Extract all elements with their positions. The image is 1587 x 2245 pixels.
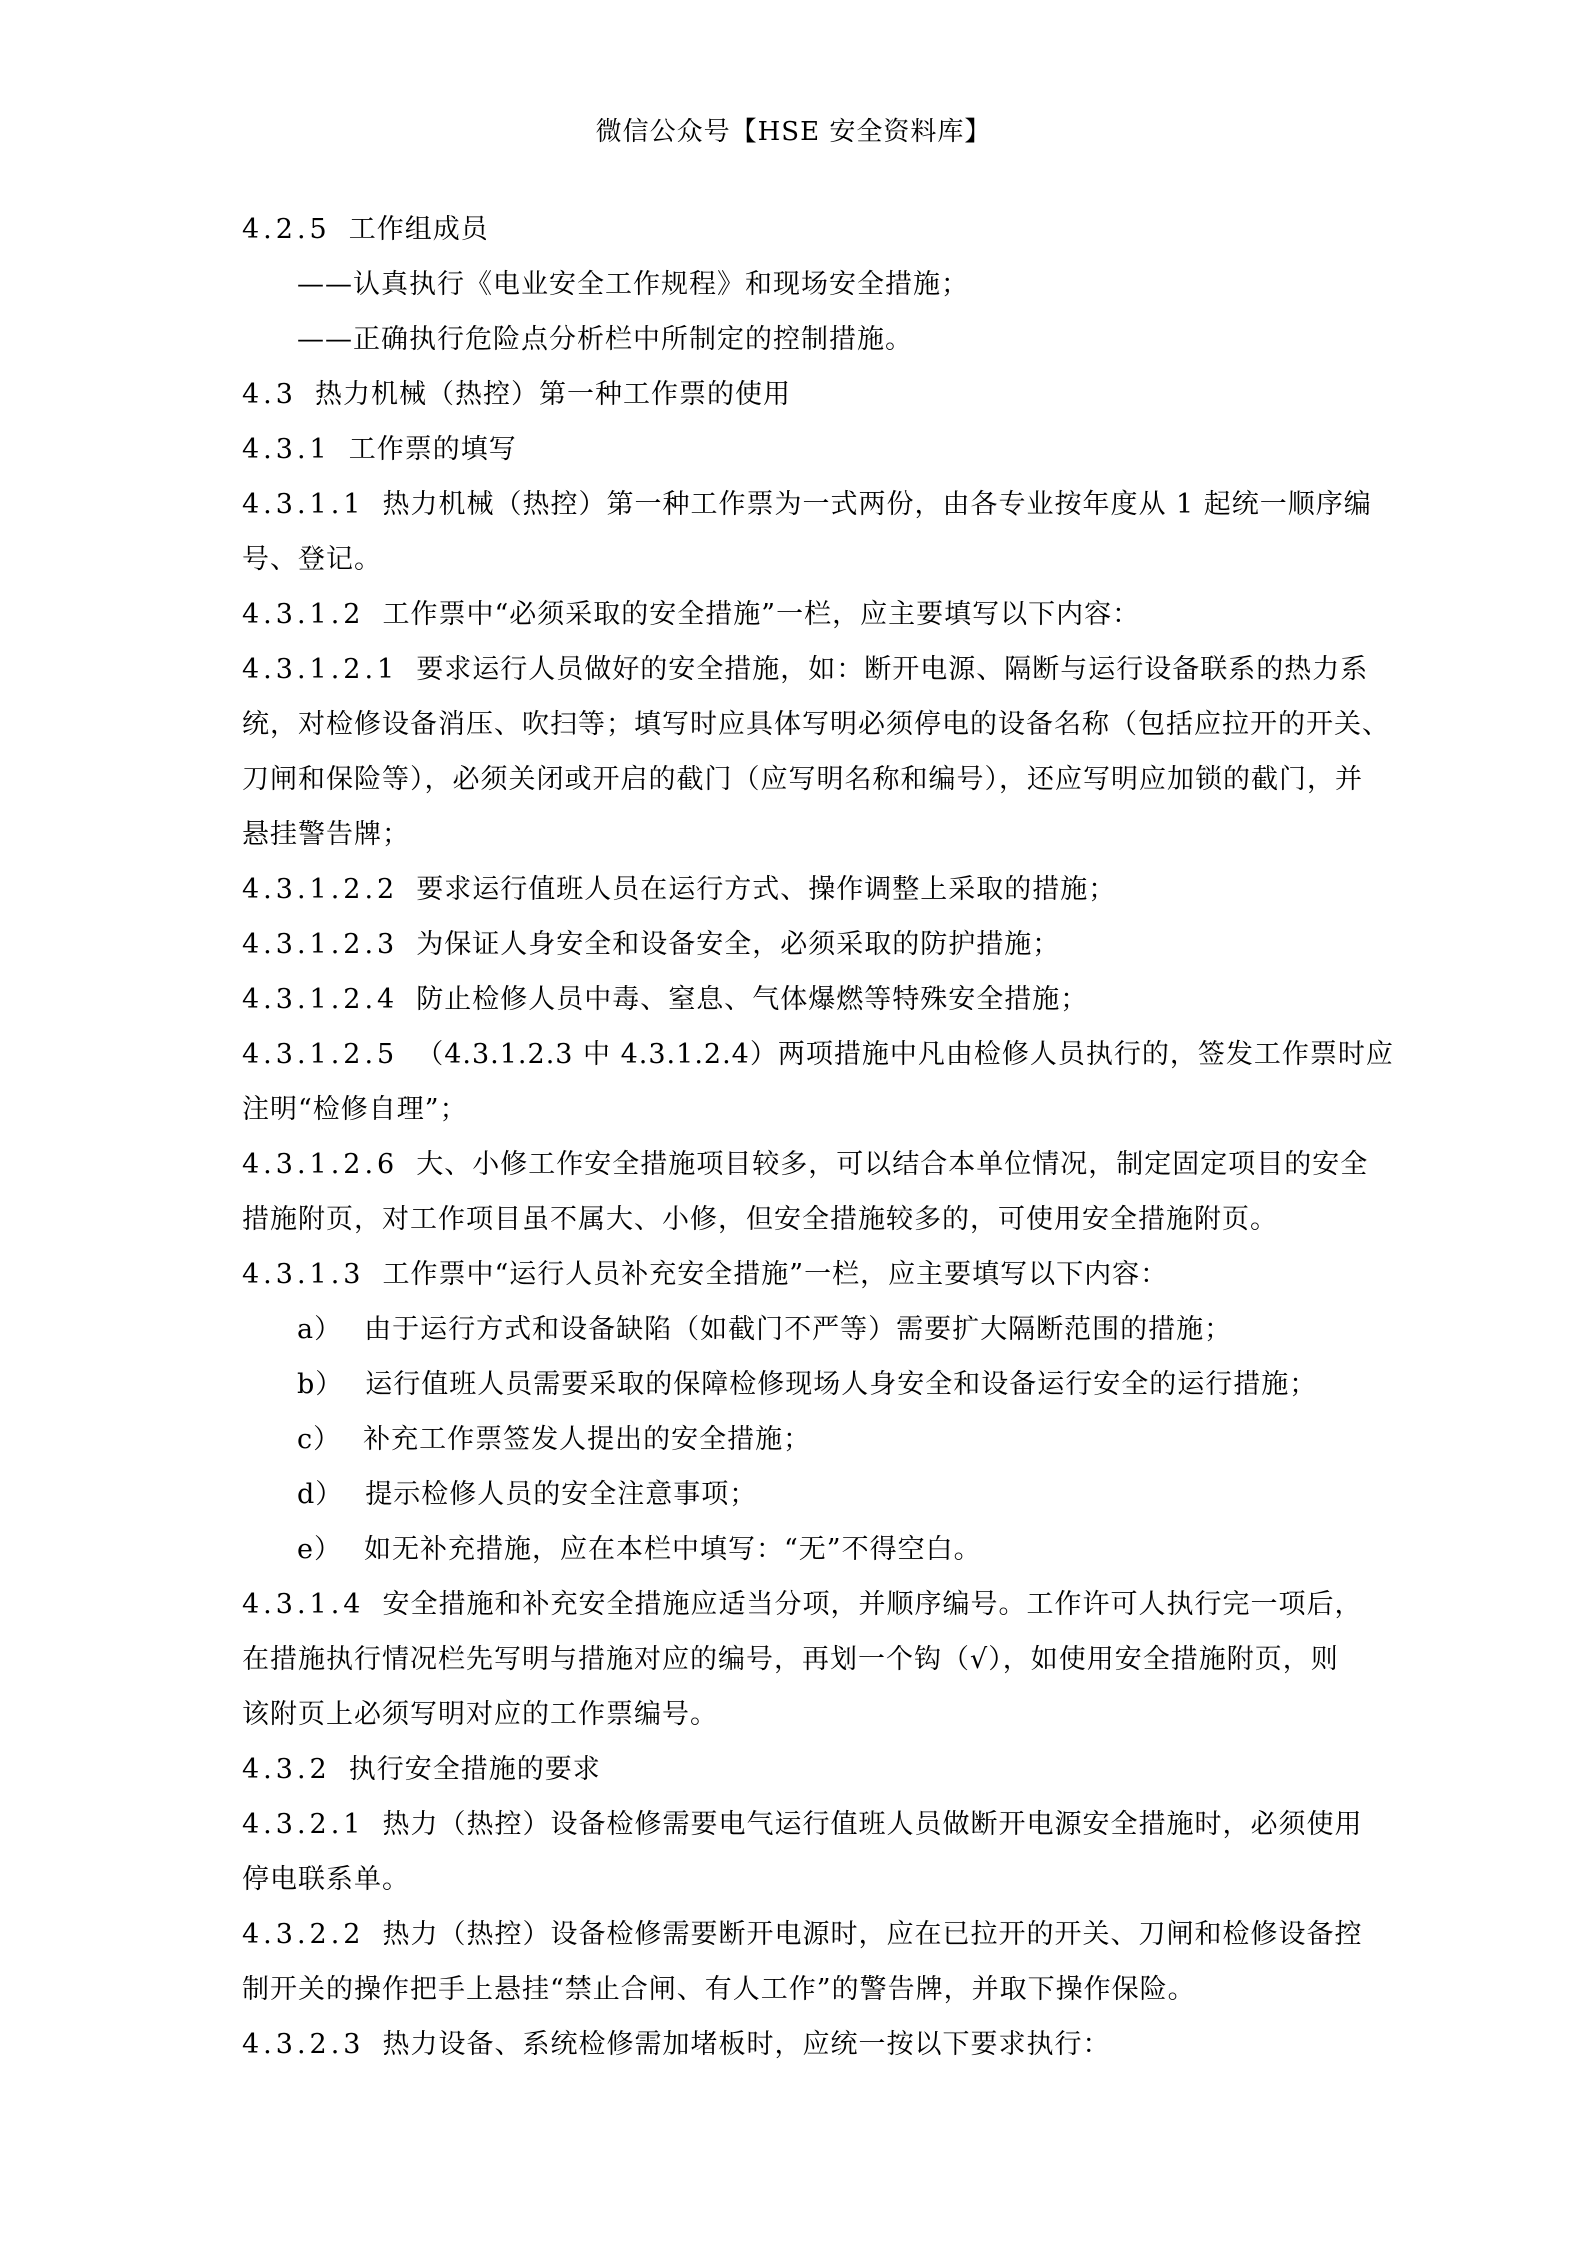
line-text: 热力机械（热控）第一种工作票为一式两份，由各专业按年度从 1 起统一顺序编 <box>382 489 1372 520</box>
line-text: 防止检修人员中毒、窒息、气体爆燃等特殊安全措施； <box>416 984 1089 1015</box>
section-number: 4.3.1.2.4 <box>242 984 399 1015</box>
line-text: 大、小修工作安全措施项目较多，可以结合本单位情况，制定固定项目的安全 <box>416 1149 1369 1180</box>
line-text: 号、登记。 <box>242 544 382 575</box>
text-line <box>242 642 1369 697</box>
text-line <box>242 1632 1362 1687</box>
text-line <box>242 477 1372 532</box>
text-line <box>242 367 1362 422</box>
section-number: 4.3.2 <box>242 1754 331 1785</box>
text-line <box>242 1137 1369 1192</box>
list-marker: e） <box>297 1534 342 1565</box>
line-text: 该附页上必须写明对应的工作票编号。 <box>242 1699 718 1730</box>
line-text: 工作票中“运行人员补充安全措施”一栏，应主要填写以下内容： <box>382 1259 1169 1290</box>
page-header: 微信公众号【HSE 安全资料库】 <box>595 117 992 147</box>
text-line <box>242 1962 1362 2017</box>
section-number: 4.3.1.2.3 <box>242 929 399 960</box>
text-line <box>242 587 1362 642</box>
text-line <box>242 2017 1362 2072</box>
list-item <box>242 1522 1362 1577</box>
text-line <box>242 1687 1362 1742</box>
line-text: （4.3.1.2.3 中 4.3.1.2.4）两项措施中凡由检修人员执行的，签发工作票时应 <box>416 1039 1394 1070</box>
line-text: 工作票中“必须采取的安全措施”一栏，应主要填写以下内容： <box>382 599 1141 630</box>
text-line <box>242 532 1362 587</box>
line-text: 如无补充措施，应在本栏中填写：“无”不得空白。 <box>363 1534 982 1565</box>
text-line <box>242 202 1362 257</box>
line-text: 要求运行人员做好的安全措施，如：断开电源、隔断与运行设备联系的热力系 <box>416 654 1369 685</box>
section-number: 4.3.1.2.5 <box>242 1039 399 1070</box>
text-line <box>242 257 1362 312</box>
document-body <box>242 202 1394 2072</box>
section-number: 4.3.1.2.6 <box>242 1149 399 1180</box>
text-line <box>242 1742 1362 1797</box>
text-line <box>242 752 1362 807</box>
line-text: 停电联系单。 <box>242 1864 410 1895</box>
section-number: 4.3.1.2.2 <box>242 874 399 905</box>
line-text: 制开关的操作把手上悬挂“禁止合闸、有人工作”的警告牌，并取下操作保险。 <box>242 1974 1196 2005</box>
line-text: 热力设备、系统检修需加堵板时，应统一按以下要求执行： <box>382 2029 1111 2060</box>
section-number: 4.3.2.3 <box>242 2029 365 2060</box>
line-text: 热力（热控）设备检修需要电气运行值班人员做断开电源安全措施时，必须使用 <box>382 1809 1363 1840</box>
section-number: 4.3.1.1 <box>242 489 365 520</box>
line-text: 在措施执行情况栏先写明与措施对应的编号，再划一个钩（√），如使用安全措施附页，则 <box>242 1644 1339 1675</box>
line-text: 运行值班人员需要采取的保障检修现场人身安全和设备运行安全的运行措施； <box>365 1369 1318 1400</box>
section-number: 4.3.1.3 <box>242 1259 365 1290</box>
text-line <box>242 697 1390 752</box>
line-text: 补充工作票签发人提出的安全措施； <box>363 1424 812 1455</box>
text-line <box>242 312 1362 367</box>
section-number: 4.3.1.2 <box>242 599 365 630</box>
line-text: 统，对检修设备消压、吹扫等；填写时应具体写明必须停电的设备名称（包括应拉开的开关、 <box>242 709 1390 740</box>
list-item <box>242 1467 1362 1522</box>
line-text: 要求运行值班人员在运行方式、操作调整上采取的措施； <box>416 874 1117 905</box>
text-line <box>242 1192 1362 1247</box>
line-text: 安全措施和补充安全措施应适当分项，并顺序编号。工作许可人执行完一项后， <box>382 1589 1363 1620</box>
line-text: 工作组成员 <box>348 214 489 245</box>
line-text: 热力（热控）设备检修需要断开电源时，应在已拉开的开关、刀闸和检修设备控 <box>382 1919 1363 1950</box>
list-item <box>242 1302 1362 1357</box>
line-text: 为保证人身安全和设备安全，必须采取的防护措施； <box>416 929 1061 960</box>
line-text: 由于运行方式和设备缺陷（如截门不严等）需要扩大隔断范围的措施； <box>364 1314 1233 1345</box>
line-text: ——正确执行危险点分析栏中所制定的控制措施。 <box>297 324 913 355</box>
text-line <box>242 422 1362 477</box>
list-item <box>242 1412 1362 1467</box>
line-text: ——认真执行《电业安全工作规程》和现场安全措施； <box>297 269 969 300</box>
section-number: 4.2.5 <box>242 214 331 245</box>
list-marker: d） <box>297 1479 344 1510</box>
line-text: 刀闸和保险等），必须关闭或开启的截门（应写明名称和编号），还应写明应加锁的截门，并 <box>242 764 1363 795</box>
text-line <box>242 1852 1362 1907</box>
line-text: 悬挂警告牌； <box>242 819 410 850</box>
list-marker: b） <box>297 1369 344 1400</box>
list-item <box>242 1357 1362 1412</box>
section-number: 4.3.2.2 <box>242 1919 365 1950</box>
section-number: 4.3 <box>242 379 297 410</box>
section-number: 4.3.1 <box>242 434 331 465</box>
section-number: 4.3.1.4 <box>242 1589 365 1620</box>
text-line <box>242 1907 1362 1962</box>
text-line <box>242 972 1362 1027</box>
section-number: 4.3.2.1 <box>242 1809 365 1840</box>
line-text: 执行安全措施的要求 <box>348 1754 601 1785</box>
section-number: 4.3.1.2.1 <box>242 654 399 685</box>
text-line <box>242 1027 1394 1082</box>
text-line <box>242 1247 1362 1302</box>
list-marker: c） <box>297 1424 342 1455</box>
line-text: 热力机械（热控）第一种工作票的使用 <box>314 379 791 410</box>
text-line <box>242 807 1362 862</box>
text-line <box>242 1577 1362 1632</box>
list-marker: a） <box>297 1314 343 1345</box>
text-line <box>242 1797 1362 1852</box>
line-text: 提示检修人员的安全注意事项； <box>365 1479 758 1510</box>
text-line <box>242 1082 1362 1137</box>
text-line <box>242 917 1362 972</box>
text-line <box>242 862 1362 917</box>
line-text: 注明“检修自理”； <box>242 1094 468 1125</box>
line-text: 工作票的填写 <box>348 434 517 465</box>
line-text: 措施附页，对工作项目虽不属大、小修，但安全措施较多的，可使用安全措施附页。 <box>242 1204 1278 1235</box>
